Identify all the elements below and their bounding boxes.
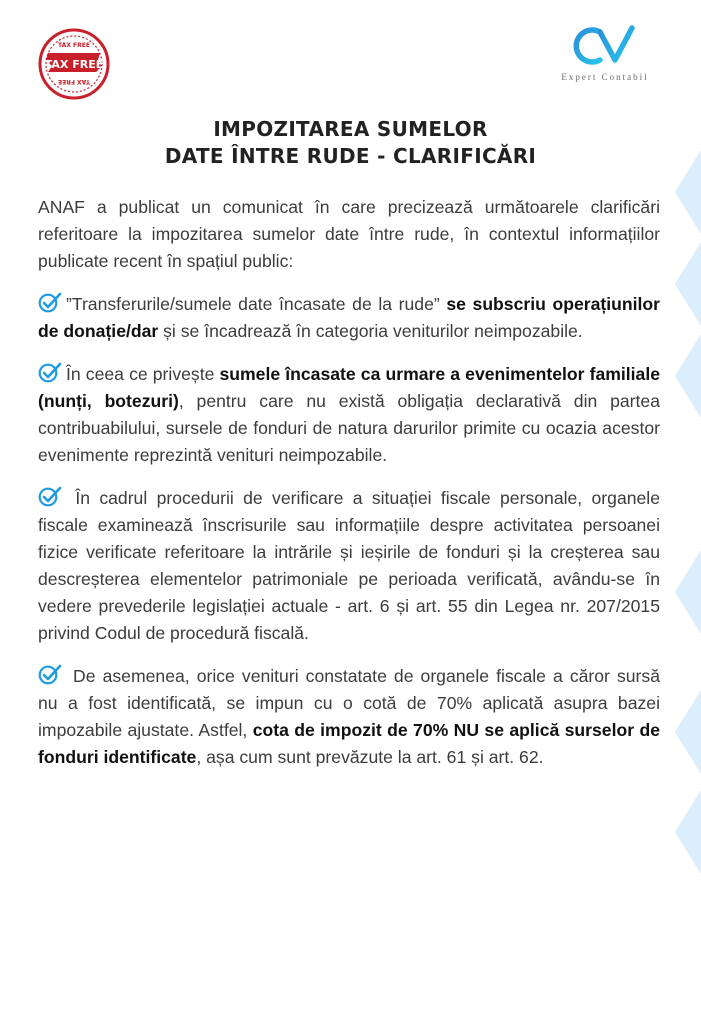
check-circle-icon (38, 292, 62, 313)
list-item (38, 485, 660, 647)
cv-logo (540, 22, 670, 92)
stamp-top-text: TAX FREE (58, 42, 90, 49)
item-text: În ceea ce privește (66, 364, 220, 384)
check-circle-icon (38, 486, 62, 507)
stamp-main-text: TAX FREE (44, 58, 104, 71)
check-circle-icon (38, 362, 62, 383)
item-bold-text: se subscriu operațiunilor de donație/dar (38, 294, 660, 341)
list-item (38, 361, 660, 469)
side-chevron-decoration (675, 150, 701, 1000)
stamp-bottom-text: TAX FREE (58, 78, 90, 85)
item-bold-text: sumele încasate ca urmare a evenimentelor familiale (nunți, botezuri) (38, 364, 660, 411)
item-text: , așa cum sunt prevăzute la art. 61 și art. 62. (196, 747, 544, 767)
check-circle-icon (38, 664, 62, 685)
page-title (0, 116, 701, 170)
list-item (38, 291, 660, 345)
item-bold-text: cota de impozit de 70% NU se aplică surselor de fonduri identificate (38, 720, 660, 767)
item-text: și se încadrează în categoria veniturilor neimpozabile. (158, 321, 583, 341)
cv-logo-icon (570, 22, 640, 70)
item-text: În cadrul procedurii de verificare a situației fiscale personale, organele fiscale examinează înscrisurile sau informațiile despre activitatea persoanei fizice verificate referitoare la intrările și ieșirile de fonduri și la creșterea sau descreșterea elementelor patrimoniale pe perioada verificată, avându-se în vedere prevederile legislației actuale - art. 6 și art. 55 din Legea nr. 207/2015 privind Codul de procedură fiscală. (38, 488, 660, 643)
tax-free-stamp-icon (36, 26, 112, 102)
logo-tagline: Expert Contabil (561, 72, 649, 82)
item-text: ”Transferurile/sumele date încasate de la rude” (66, 294, 447, 314)
tax-free-stamp (36, 26, 112, 102)
title-line-2: DATE ÎNTRE RUDE - CLARIFICĂRI (164, 144, 537, 168)
list-item (38, 663, 660, 771)
intro-paragraph: ANAF a publicat un comunicat în care precizează următoarele clarificări referitoare la impozitarea sumelor date între rude, în contextul informațiilor publicate recent în spațiul public: (38, 197, 660, 271)
title-line-1: IMPOZITAREA SUMELOR (213, 117, 488, 141)
article-body (38, 194, 660, 787)
item-text: De asemenea, orice venituri constatate de organele fiscale a căror sursă nu a fost identificată, se impun cu o cotă de 70% aplicată asupra bazei impozabile ajustate. Astfel, (38, 666, 660, 740)
item-text: , pentru care nu există obligația declarativă din partea contribuabilului, sursele de fonduri de natura darurilor primite cu ocazia acestor evenimente reprezintă venituri neimpozabile. (38, 391, 660, 465)
